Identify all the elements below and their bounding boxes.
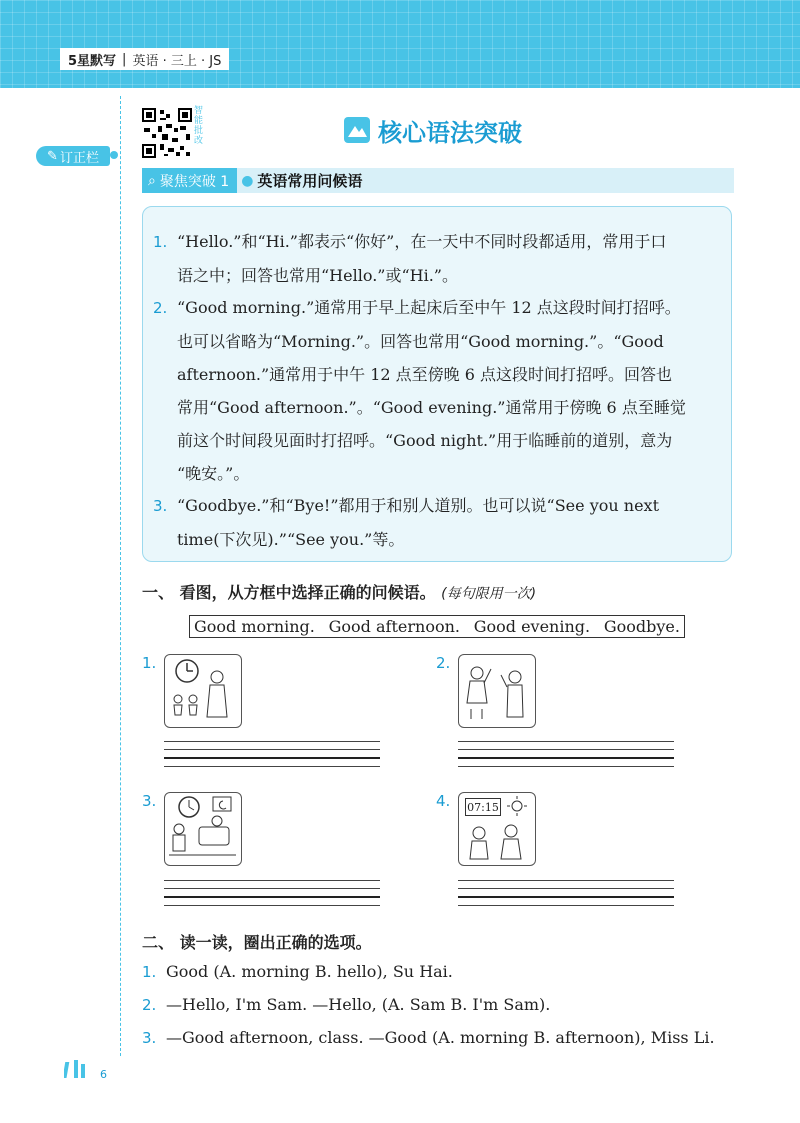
grammar-note-box — [142, 206, 732, 562]
correction-tag — [36, 146, 110, 166]
correction-tag-label: 订正栏 — [59, 150, 99, 166]
question-item — [142, 962, 453, 981]
note-number: 1. — [153, 233, 168, 251]
focus-tag-label: 聚焦突破 1 — [159, 173, 230, 190]
qr-side-text: 智能批改 — [194, 106, 204, 146]
note-line: 前这个时间段见面时打招呼。“Good night.”用于临睡前的道别，意为 — [177, 431, 673, 450]
note-line: afternoon.”通常用于中午 12 点至傍晚 6 点这段时间打招呼。回答也 — [177, 365, 673, 384]
waving-children-icon — [459, 655, 534, 726]
question-item — [142, 1028, 715, 1047]
header-separator: | — [122, 51, 127, 67]
pencil-icon: ✎ — [47, 148, 58, 164]
mountain-icon — [344, 117, 370, 143]
note-number: 3. — [153, 497, 168, 515]
part2-heading: 二、 读一读，圈出正确的选项。 — [142, 933, 372, 952]
note-item — [153, 489, 723, 556]
header-label — [60, 48, 229, 70]
question-number: 3. — [142, 1029, 157, 1047]
digital-clock: 07:15 — [465, 798, 501, 816]
picture-number: 2. — [436, 654, 451, 672]
note-number: 2. — [153, 299, 168, 317]
answer-lines[interactable] — [164, 880, 380, 913]
note-line: time(下次见).”“See you.”等。 — [177, 530, 405, 549]
qr-code-icon[interactable] — [142, 108, 192, 158]
answer-lines[interactable] — [164, 741, 380, 774]
note-line: “Good morning.”通常用于早上起床后至中午 12 点这段时间打招呼。 — [177, 298, 681, 317]
family-clock-icon — [165, 655, 240, 726]
part1-heading — [142, 580, 536, 603]
page-title: 核心语法突破 — [378, 118, 522, 147]
focus-bar — [142, 168, 734, 193]
note-line: “Goodbye.”和“Bye!”都用于和别人道别。也可以说“See you next — [177, 496, 659, 515]
word-option: Good afternoon. — [328, 617, 460, 636]
focus-separator-icon: ● — [241, 172, 254, 189]
page-title-wrap — [344, 112, 522, 148]
question-number: 2. — [142, 996, 157, 1014]
books-icon — [64, 1058, 94, 1080]
header-band — [0, 0, 800, 88]
picture-morning-greeting — [164, 654, 242, 728]
focus-title: 英语常用问候语 — [257, 172, 363, 190]
note-item — [153, 291, 723, 490]
picture-evening-greeting — [164, 792, 242, 866]
question-number: 1. — [142, 963, 157, 981]
word-option: Good morning. — [194, 617, 315, 636]
note-line: 也可以省略为“Morning.”。回答也常用“Good morning.”。“Good — [177, 332, 664, 351]
correction-dot — [110, 151, 118, 159]
answer-lines[interactable] — [458, 880, 674, 913]
question-text[interactable]: —Good afternoon, class. —Good (A. morning B. afternoon), Miss Li. — [166, 1028, 715, 1047]
picture-number: 3. — [142, 792, 157, 810]
picture-goodbye — [458, 654, 536, 728]
picture-morning-time — [458, 792, 536, 866]
part1-note: (每句限用一次) — [441, 586, 537, 602]
page-number: 6 — [100, 1068, 107, 1081]
note-item — [153, 225, 723, 292]
evening-room-icon — [165, 793, 240, 864]
correction-column-line — [120, 96, 121, 1056]
subject-label: 英语 · 三上 · JS — [132, 53, 222, 69]
note-line: “晚安。”。 — [177, 464, 250, 483]
brand-label: 5星默写 — [68, 53, 117, 69]
note-line: “Hello.”和“Hi.”都表示“你好”，在一天中不同时段都适用，常用于口 — [177, 232, 667, 251]
picture-number: 1. — [142, 654, 157, 672]
magnifier-icon: ⌕ — [148, 172, 156, 189]
focus-tag — [142, 168, 237, 193]
word-option: Good evening. — [473, 617, 591, 636]
note-line: 语之中；回答也常用“Hello.”或“Hi.”。 — [177, 266, 458, 285]
word-options-box — [189, 615, 685, 638]
picture-number: 4. — [436, 792, 451, 810]
question-item — [142, 995, 550, 1014]
note-line: 常用“Good afternoon.”。“Good evening.”通常用于傍晚 6 点至睡觉 — [177, 398, 686, 417]
question-text[interactable]: —Hello, I'm Sam. —Hello, (A. Sam B. I'm Sam). — [166, 995, 551, 1014]
answer-lines[interactable] — [458, 741, 674, 774]
question-text[interactable]: Good (A. morning B. hello), Su Hai. — [166, 962, 453, 981]
part1-heading-text: 一、 看图，从方框中选择正确的问候语。 — [142, 583, 436, 602]
word-option: Goodbye. — [603, 617, 680, 636]
